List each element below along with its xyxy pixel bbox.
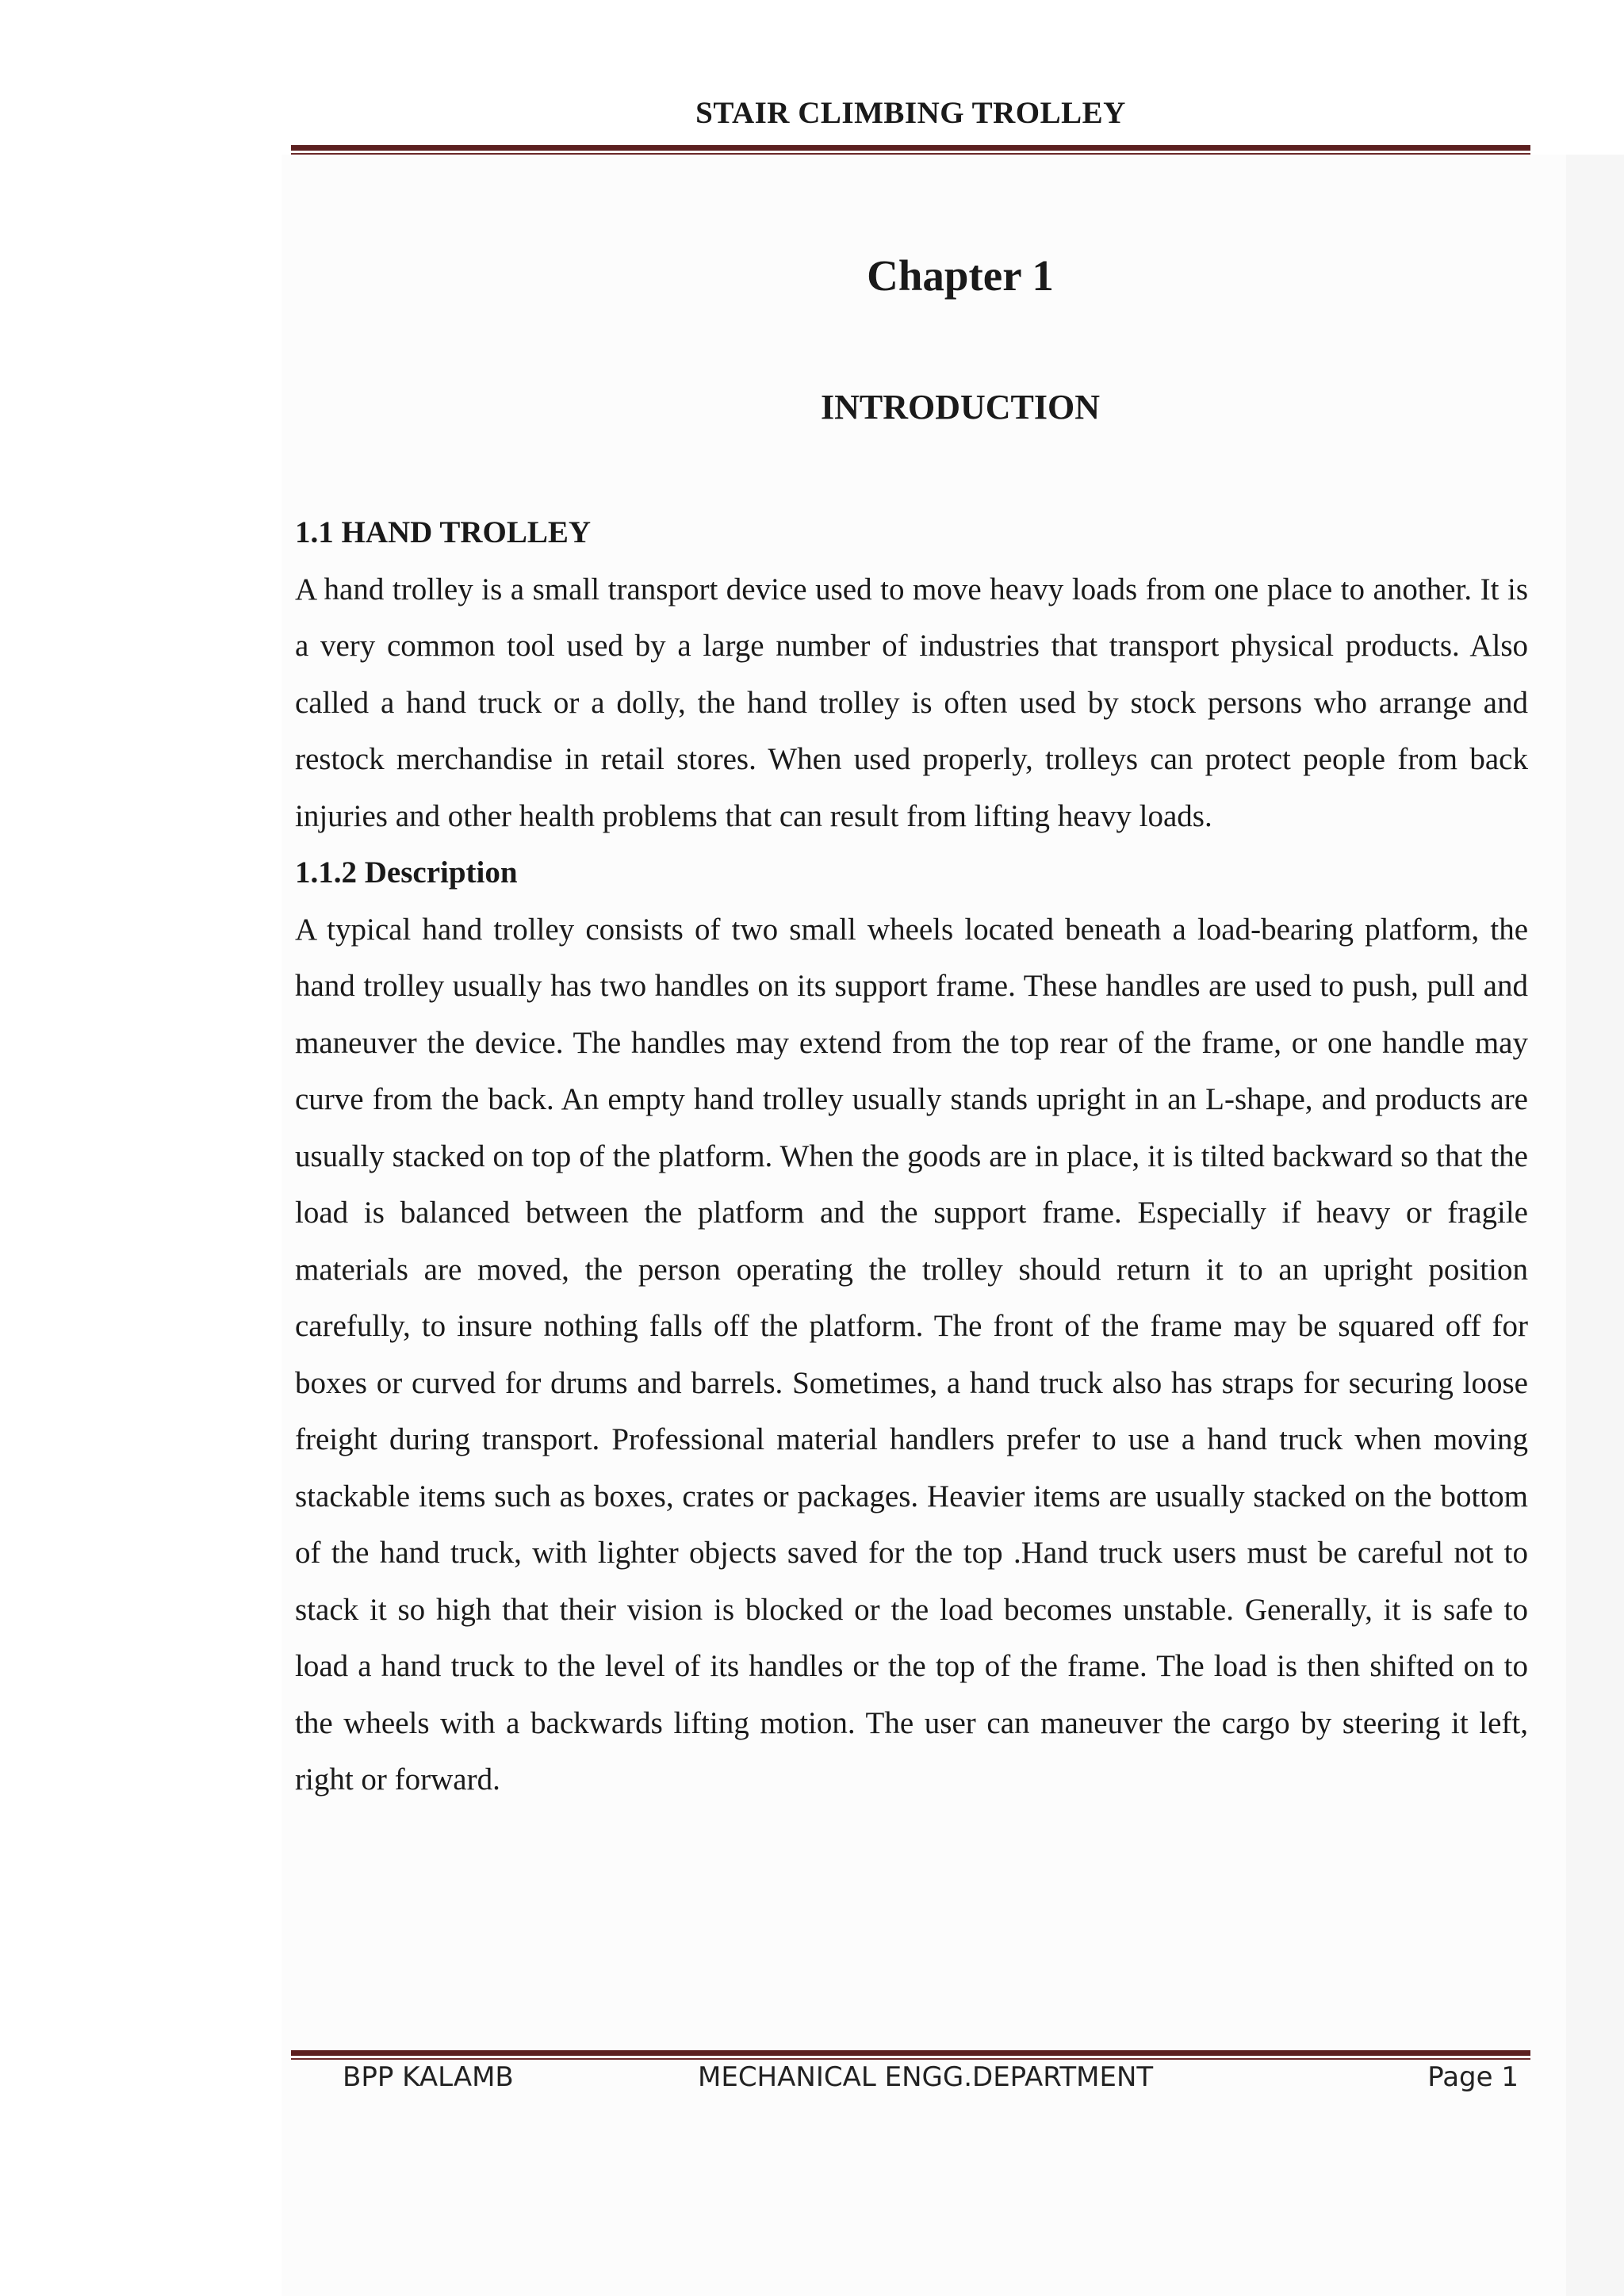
section-description: [295, 844, 1528, 1808]
footer-institution: BPP KALAMB: [343, 2061, 514, 2093]
running-header: STAIR CLIMBING TROLLEY: [695, 96, 1126, 130]
document-body: [295, 504, 1528, 1808]
chapter-title: INTRODUCTION: [820, 388, 1101, 427]
chapter-label: Chapter 1: [867, 251, 1054, 300]
section-hand-trolley: [295, 504, 1528, 844]
page-edge-shadow: [1566, 155, 1624, 2296]
section-paragraph: A hand trolley is a small transport device used to move heavy loads from one place to another. It is a very common tool used by a large number of industries that transport physical products. Also called a hand truck or a dolly, the hand trolley is often used by stock persons who arrange and restock merchandise in retail stores. When used properly, trolleys can protect people from back injuries and other health problems that can result from lifting heavy loads.: [295, 572, 1528, 833]
section-heading: 1.1 HAND TROLLEY: [295, 515, 592, 549]
page-number: Page 1: [1427, 2061, 1519, 2093]
footer-rule: [291, 2050, 1530, 2060]
section-paragraph: A typical hand trolley consists of two small wheels located beneath a load-bearing platform, the hand trolley usually has two handles on its support frame. These handles are used to push, pull and maneuver the device. The handles may extend from the top rear of the frame, or one handle may curve from the back. An empty hand trolley usually stands upright in an L-shape, and products are usually stacked on top of the platform. When the goods are in place, it is tilted backward so that the load is balanced between the platform and the support frame. Especially if heavy or fragile materials are moved, the person operating the trolley should return it to an upright position carefully, to insure nothing falls off the platform. The front of the frame may be squared off for boxes or curved for drums and barrels. Sometimes, a hand truck also has straps for securing loose freight during transport. Professional material handlers prefer to use a hand truck when moving stackable items such as boxes, crates or packages. Heavier items are usually stacked on the bottom of the hand truck, with lighter objects saved for the top .Hand truck users must be careful not to stack it so high that their vision is blocked or the load becomes unstable. Generally, it is safe to load a hand truck to the level of its handles or the top of the frame. The load is then shifted on to the wheels with a backwards lifting motion. The user can maneuver the cargo by steering it left, right or forward.: [295, 912, 1528, 1797]
footer-department: MECHANICAL ENGG.DEPARTMENT: [698, 2061, 1154, 2093]
page-footer: [291, 2061, 1530, 2109]
header-rule: [291, 145, 1530, 155]
section-heading: 1.1.2 Description: [295, 855, 518, 890]
